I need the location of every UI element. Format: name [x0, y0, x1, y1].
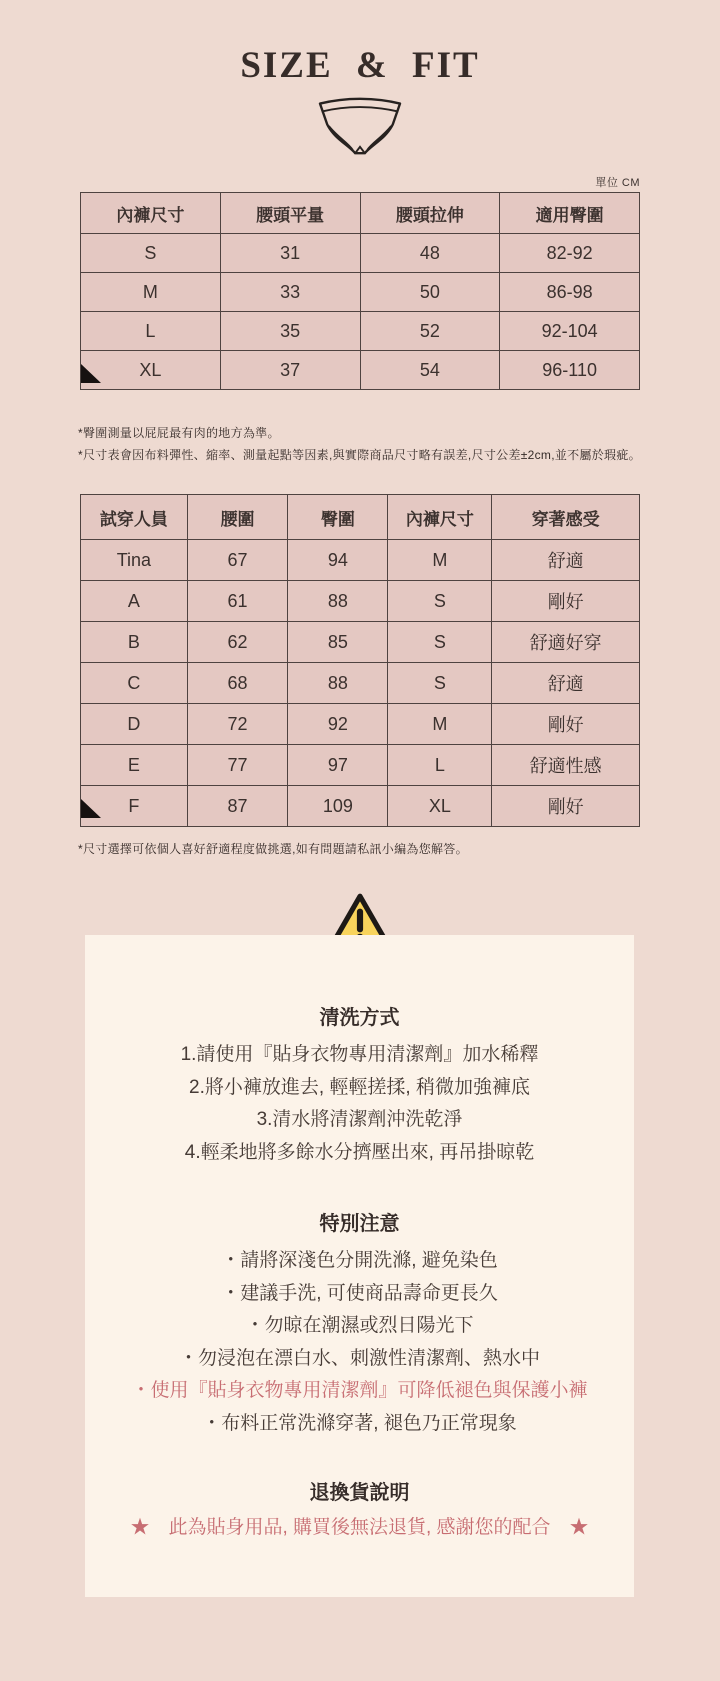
- fit-table-cell: D: [81, 704, 188, 745]
- wash-step: 3.清水將清潔劑沖洗乾淨: [256, 1109, 463, 1130]
- size-table-cell: 52: [360, 312, 500, 351]
- fit-table-cell: M: [388, 540, 492, 581]
- fit-table-cell: 72: [187, 704, 288, 745]
- fit-table-cell: 舒適: [492, 540, 640, 581]
- fit-table-cell: L: [388, 745, 492, 786]
- fit-table-cell: S: [388, 663, 492, 704]
- wash-steps: [85, 1039, 634, 1169]
- notice-item: ・勿浸泡在漂白水、刺激性清潔劑、熱水中: [178, 1347, 540, 1369]
- size-table-cell: L: [81, 312, 221, 351]
- table-row: [81, 273, 640, 312]
- fit-table-cell: B: [81, 622, 188, 663]
- fit-table-cell: 剛好: [492, 581, 640, 622]
- fit-table-cell: C: [81, 663, 188, 704]
- wash-title: 清洗方式: [319, 1007, 400, 1029]
- size-table: [80, 192, 640, 390]
- wash-step: 2.將小褲放進去, 輕輕搓揉, 稍微加強褲底: [189, 1076, 530, 1098]
- fit-table-header: 試穿人員: [81, 495, 188, 540]
- panty-icon: [312, 92, 408, 165]
- size-table-cell: 92-104: [500, 312, 640, 351]
- fit-table-cell: A: [81, 581, 188, 622]
- fit-table-cell: 88: [288, 663, 388, 704]
- size-table-cell: 96-110: [500, 351, 640, 390]
- table-row: [81, 745, 640, 786]
- size-table-cell: M: [81, 273, 221, 312]
- fit-table-cell: 77: [187, 745, 288, 786]
- fit-table-cell: XL: [388, 786, 492, 827]
- table-row: [81, 622, 640, 663]
- size-table-header: 腰頭平量: [220, 193, 360, 234]
- size-table-cell: 82-92: [500, 234, 640, 273]
- notice-item: ・建議手洗, 可使商品壽命更長久: [221, 1282, 498, 1304]
- table-row: [81, 351, 640, 390]
- size-table-cell: 54: [360, 351, 500, 390]
- size-table-cell: 48: [360, 234, 500, 273]
- size-table-cell: 86-98: [500, 273, 640, 312]
- fit-table-cell: 87: [187, 786, 288, 827]
- table-row: [81, 312, 640, 351]
- size-table-cell: 50: [360, 273, 500, 312]
- fit-table-cell: 舒適: [492, 663, 640, 704]
- fit-table-cell: S: [388, 581, 492, 622]
- page-title: SIZE & FIT: [240, 45, 480, 86]
- fit-table-cell: 剛好: [492, 786, 640, 827]
- fit-table-cell: M: [388, 704, 492, 745]
- size-table-cell: 37: [220, 351, 360, 390]
- notice-list: [85, 1245, 634, 1440]
- fit-table: [80, 494, 640, 827]
- fit-table-cell: 剛好: [492, 704, 640, 745]
- size-table-cell: 33: [220, 273, 360, 312]
- table-row: [81, 234, 640, 273]
- fit-table-cell: 94: [288, 540, 388, 581]
- table-row: [81, 704, 640, 745]
- fit-table-header: 腰圍: [187, 495, 288, 540]
- size-table-header: 適用臀圍: [500, 193, 640, 234]
- size-table-header-row: [81, 193, 640, 234]
- fit-table-cell: E: [81, 745, 188, 786]
- size-note-1: *臀圍測量以屁屁最有肉的地方為準。: [78, 426, 280, 440]
- notice-item: ・勿晾在潮濕或烈日陽光下: [245, 1315, 474, 1336]
- fit-table-cell: 85: [288, 622, 388, 663]
- size-note-2: *尺寸表會因布料彈性、縮率、測量起點等因素,與實際商品尺寸略有誤差,尺寸公差±2cm,並不屬於瑕疵。: [78, 448, 641, 462]
- fit-table-cell: S: [388, 622, 492, 663]
- size-table-header: 內褲尺寸: [81, 193, 221, 234]
- fit-table-cell: F: [81, 786, 188, 827]
- table-row: [81, 663, 640, 704]
- size-table-cell: 31: [220, 234, 360, 273]
- size-table-cell: XL: [81, 351, 221, 390]
- fit-table-cell: 68: [187, 663, 288, 704]
- fit-table-cell: 88: [288, 581, 388, 622]
- fit-table-cell: 62: [187, 622, 288, 663]
- wash-step: 4.輕柔地將多餘水分擠壓出來, 再吊掛晾乾: [184, 1141, 535, 1163]
- size-table-cell: 35: [220, 312, 360, 351]
- fit-table-header: 內褲尺寸: [388, 495, 492, 540]
- notice-item: ・布料正常洗滌穿著, 褪色乃正常現象: [202, 1412, 517, 1434]
- fit-table-cell: 97: [288, 745, 388, 786]
- return-title: 退換貨說明: [309, 1482, 410, 1504]
- notice-title: 特別注意: [319, 1213, 400, 1235]
- size-table-cell: S: [81, 234, 221, 273]
- return-note: ★ 此為貼身用品, 購買後無法退貨, 感謝您的配合 ★: [130, 1517, 589, 1538]
- table-row: [81, 786, 640, 827]
- unit-label: 單位 CM: [595, 177, 640, 189]
- fit-table-cell: 92: [288, 704, 388, 745]
- fit-table-header: 穿著感受: [492, 495, 640, 540]
- fit-table-cell: 109: [288, 786, 388, 827]
- fit-note: *尺寸選擇可依個人喜好舒適程度做挑選,如有問題請私訊小編為您解答。: [78, 842, 468, 856]
- fit-table-header-row: [81, 495, 640, 540]
- wash-step: 1.請使用『貼身衣物專用清潔劑』加水稀釋: [180, 1044, 539, 1065]
- fit-table-cell: 舒適好穿: [492, 622, 640, 663]
- table-row: [81, 540, 640, 581]
- notice-item-highlight: ・使用『貼身衣物專用清潔劑』可降低褪色與保護小褲: [131, 1380, 588, 1401]
- fit-table-cell: Tina: [81, 540, 188, 581]
- fit-table-cell: 67: [187, 540, 288, 581]
- fit-table-cell: 舒適性感: [492, 745, 640, 786]
- fit-table-header: 臀圍: [288, 495, 388, 540]
- table-row: [81, 581, 640, 622]
- fit-table-cell: 61: [187, 581, 288, 622]
- size-table-header: 腰頭拉伸: [360, 193, 500, 234]
- care-panel: [85, 935, 634, 1597]
- notice-item: ・請將深淺色分開洗滌, 避免染色: [221, 1250, 498, 1271]
